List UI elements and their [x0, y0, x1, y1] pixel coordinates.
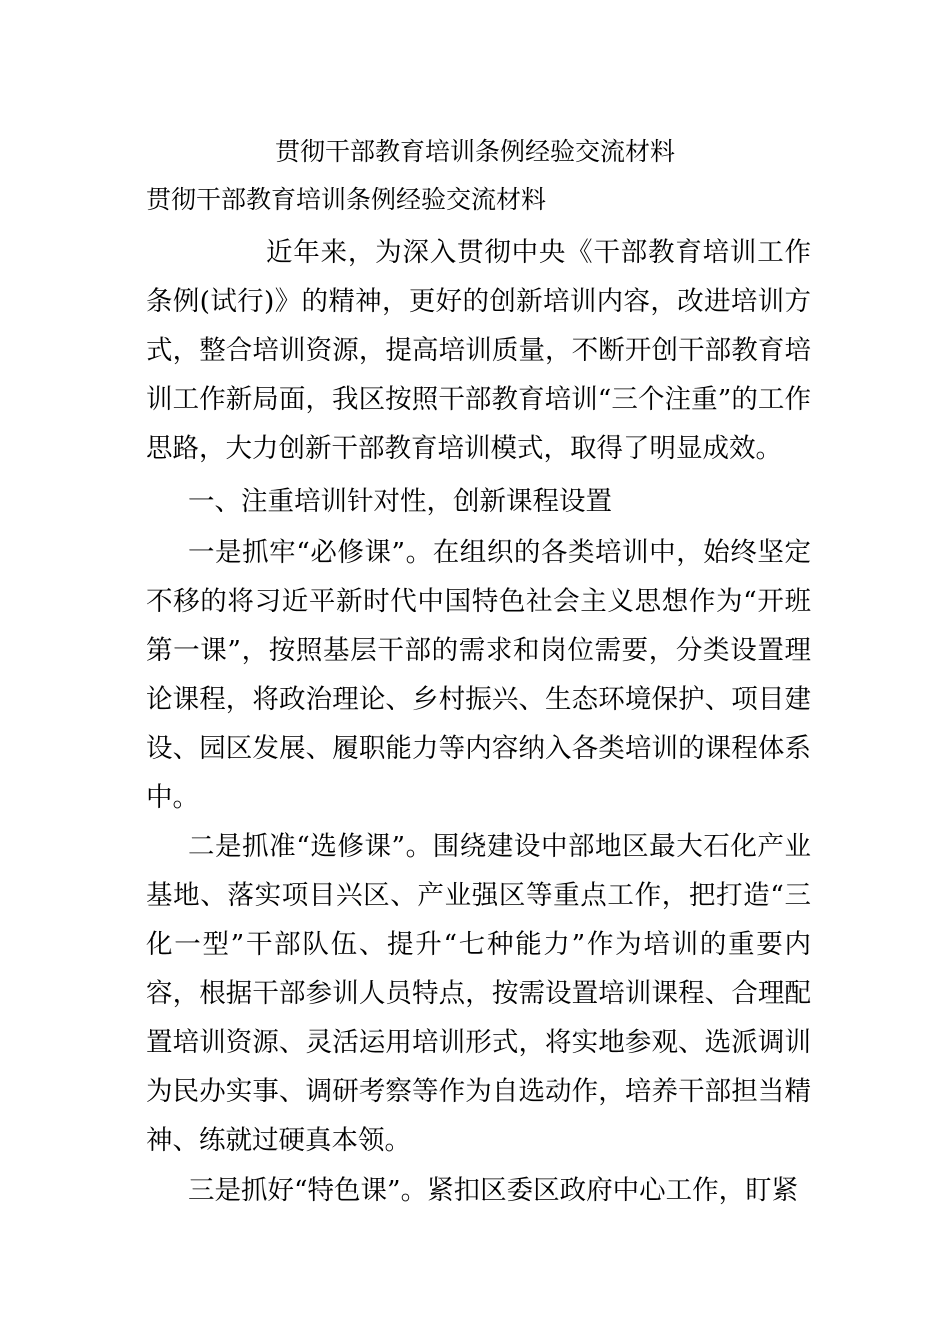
document-subtitle: 贯彻干部教育培训条例经验交流材料 — [146, 185, 547, 214]
intro-paragraph: 近年来，为深入贯彻中央《干部教育培训工作条例(试行)》的精神，更好的创新培训内容，改进培训方式，整合培训资源，提高培训质量，不断开创干部教育培训工作新局面，我区按照干部教育培训“三个注重”的工作思路，大力创新干部教育培训模式，取得了明显成效。 — [146, 237, 811, 464]
document-title: 贯彻干部教育培训条例经验交流材料 — [274, 137, 675, 166]
paragraph-required-course: 一是抓牢“必修课”。在组织的各类培训中，始终坚定不移的将习近平新时代中国特色社会主义思想作为“开班第一课”，按照基层干部的需求和岗位需要，分类设置理论课程，将政治理论、乡村振兴、生态环境保护、项目建设、园区发展、履职能力等内容纳入各类培训的课程体系中。 — [146, 537, 811, 813]
paragraph-featured-course: 三是抓好“特色课”。紧扣区委区政府中心工作，盯紧 — [188, 1175, 799, 1206]
section-heading: 一、注重培训针对性，创新课程设置 — [188, 486, 612, 517]
paragraph-elective-course: 二是抓准“选修课”。围绕建设中部地区最大石化产业基地、落实项目兴区、产业强区等重点工作，把打造“三化一型”干部队伍、提升“七种能力”作为培训的重要内容，根据干部参训人员特点，按需设置培训课程、合理配置培训资源、灵活运用培训形式，将实地参观、选派调训为民办实事、调研考察等作为自选动作，培养干部担当精神、练就过硬真本领。 — [146, 831, 811, 1156]
